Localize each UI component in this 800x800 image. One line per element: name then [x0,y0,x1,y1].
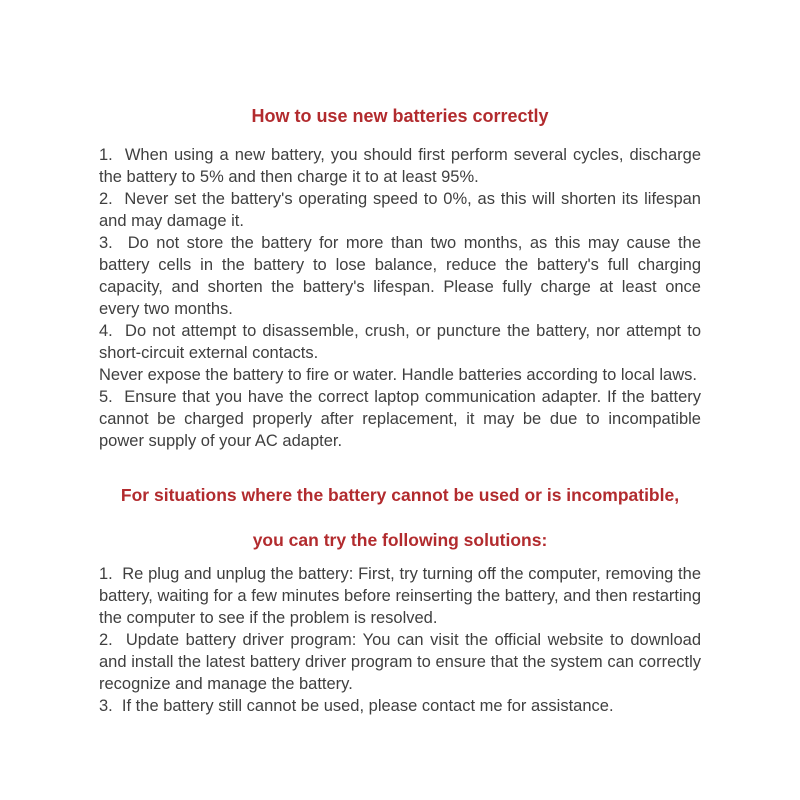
solution-paragraph-3: 3. If the battery still cannot be used, please contact me for assistance. [99,697,614,715]
solutions-heading-line-2: you can try the following solutions: [252,530,548,550]
instruction-paragraph-5: 5. Ensure that you have the correct laptop communication adapter. If the battery cannot be charged properly after replacement, it may be due to incompatible power supply of your AC adapter. [99,388,701,450]
page-title: How to use new batteries correctly [251,106,549,126]
instruction-paragraph-2: 2. Never set the battery's operating speed to 0%, as this will shorten its lifespan and may damage it. [99,190,701,230]
solution-paragraph-1: 1. Re plug and unplug the battery: First, try turning off the computer, removing the battery, waiting for a few minutes before reinserting the battery, and then restarting the computer to see if the problem is resolved. [99,565,701,627]
usage-instructions-section [99,144,701,452]
solution-paragraph-2: 2. Update battery driver program: You can visit the official website to download and install the latest battery driver program to ensure that the system can correctly recognize and manage the battery. [99,631,701,693]
instruction-paragraph-4: 4. Do not attempt to disassemble, crush, or puncture the battery, nor attempt to short-circuit external contacts. [99,322,701,362]
solutions-heading-line-1: For situations where the battery cannot be used or is incompatible, [120,485,680,505]
page-content [99,104,701,717]
solutions-heading [99,486,701,549]
instruction-paragraph-1: 1. When using a new battery, you should first perform several cycles, discharge the battery to 5% and then charge it to at least 95%. [99,146,701,186]
instruction-paragraph-3: 3. Do not store the battery for more than two months, as this may cause the battery cells in the battery to lose balance, reduce the battery's full charging capacity, and shorten the battery's lifespan. Please fully charge at least once every two months. [99,234,701,318]
instruction-paragraph-safety: Never expose the battery to fire or water. Handle batteries according to local laws. [99,366,697,384]
solutions-section [99,563,701,717]
